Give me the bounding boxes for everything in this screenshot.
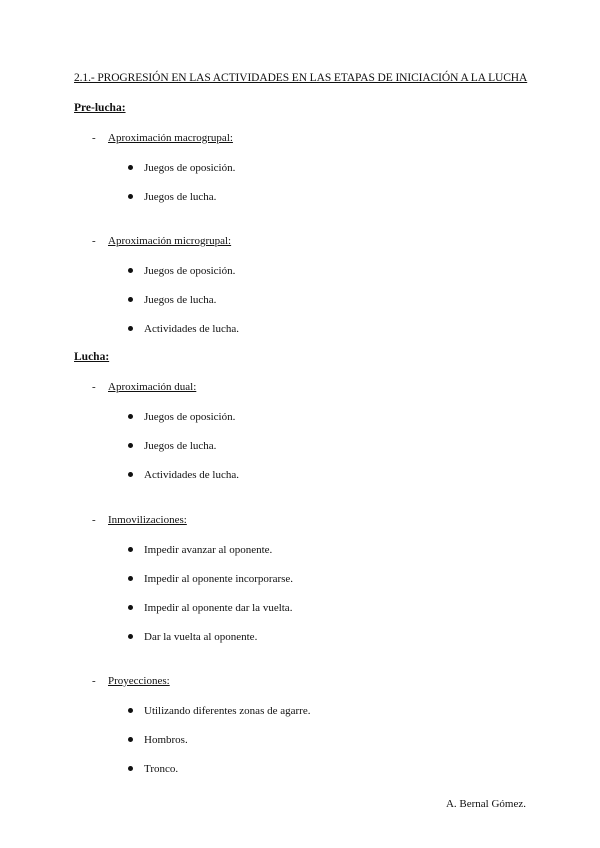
author-signature: A. Bernal Gómez.: [445, 798, 526, 810]
list-item: [128, 191, 216, 203]
list-item: [128, 294, 216, 306]
list-item-text: Utilizando diferentes zonas de agarre.: [144, 705, 311, 717]
bullet-icon: [128, 737, 133, 742]
list-item-text: Impedir avanzar al oponente.: [144, 544, 273, 556]
bullet-icon: [128, 414, 133, 419]
bullet-icon: [128, 472, 133, 477]
bullet-icon: [128, 547, 133, 552]
bullet-icon: [128, 165, 133, 170]
list-item-text: Juegos de lucha.: [144, 191, 217, 203]
bullet-icon: [128, 443, 133, 448]
bullet-icon: [128, 576, 133, 581]
bullet-icon: [128, 268, 133, 273]
subheading-dual: [92, 381, 196, 393]
list-item: [128, 440, 216, 452]
list-item: [128, 265, 235, 277]
list-item-text: Impedir al oponente dar la vuelta.: [144, 602, 293, 614]
list-item: [128, 602, 292, 614]
list-dash: -: [92, 381, 96, 393]
bullet-icon: [128, 708, 133, 713]
list-item-text: Hombros.: [144, 734, 188, 746]
list-item-text: Juegos de oposición.: [144, 162, 236, 174]
list-item: [128, 573, 293, 585]
list-item: [128, 631, 257, 643]
subheading-inmovilizaciones: [92, 514, 187, 526]
list-item: [128, 411, 235, 423]
list-dash: -: [92, 132, 96, 144]
list-item: [128, 469, 239, 481]
bullet-icon: [128, 194, 133, 199]
list-item-text: Actividades de lucha.: [144, 323, 239, 335]
subheading-proyecciones: [92, 675, 170, 687]
subheading-label: Proyecciones:: [108, 675, 170, 687]
bullet-icon: [128, 634, 133, 639]
list-item-text: Actividades de lucha.: [144, 469, 239, 481]
subheading-label: Aproximación microgrupal:: [108, 235, 232, 247]
list-item-text: Juegos de lucha.: [144, 294, 217, 306]
bullet-icon: [128, 605, 133, 610]
subheading-label: Inmovilizaciones:: [108, 514, 187, 526]
bullet-icon: [128, 766, 133, 771]
list-item: [128, 544, 272, 556]
section-heading-lucha: Lucha:: [74, 351, 110, 363]
list-item-text: Juegos de lucha.: [144, 440, 217, 452]
list-item-text: Impedir al oponente incorporarse.: [144, 573, 294, 585]
list-dash: -: [92, 675, 96, 687]
list-item: [128, 734, 188, 746]
subheading-label: Aproximación macrogrupal:: [108, 132, 233, 144]
document-title: 2.1.- PROGRESIÓN EN LAS ACTIVIDADES EN LAS ETAPAS DE INICIACIÓN A LA LUCHA: [74, 72, 528, 84]
section-heading-pre-lucha: Pre-lucha:: [74, 102, 126, 114]
subheading-macrogrupal: [92, 132, 233, 144]
bullet-icon: [128, 297, 133, 302]
list-item-text: Juegos de oposición.: [144, 411, 236, 423]
bullet-icon: [128, 326, 133, 331]
list-dash: -: [92, 514, 96, 526]
list-item-text: Dar la vuelta al oponente.: [144, 631, 258, 643]
list-dash: -: [92, 235, 96, 247]
subheading-label: Aproximación dual:: [108, 381, 197, 393]
subheading-microgrupal: [92, 235, 231, 247]
list-item-text: Juegos de oposición.: [144, 265, 236, 277]
list-item: [128, 705, 310, 717]
list-item: [128, 763, 178, 775]
list-item: [128, 323, 239, 335]
list-item-text: Tronco.: [144, 763, 179, 775]
list-item: [128, 162, 235, 174]
